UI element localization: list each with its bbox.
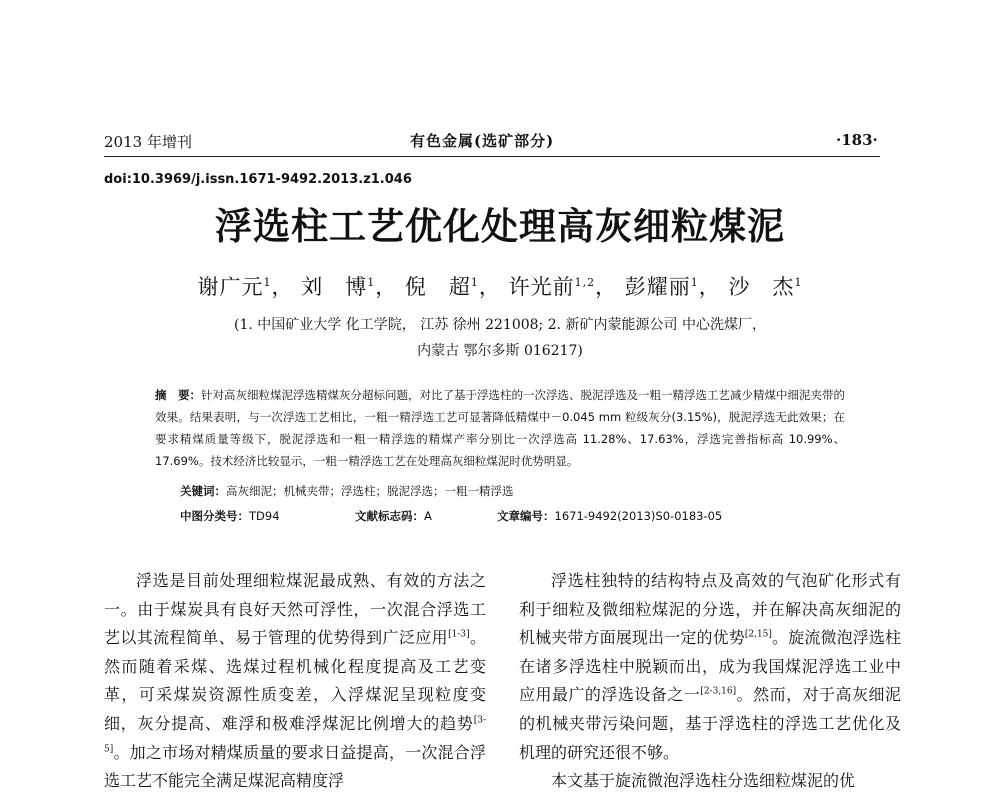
clc-label: 中图分类号： [180, 509, 249, 523]
doi: doi:10.3969/j.issn.1671-9492.2013.z1.046 [104, 172, 412, 187]
article-number-label: 文章编号： [497, 509, 555, 523]
body-column-right [519, 567, 901, 796]
journal-name: 有色金属(选矿部分) [410, 132, 555, 150]
citation: [3-5] [104, 715, 486, 755]
text-segment: 浮选柱独特的结构特点及高效的气泡矿化形式有利于细粒及微细粒煤泥的分选，并在解决高灰细泥的机械夹带方面展现出一定的优势 [519, 571, 901, 648]
paper-title: 浮选柱工艺优化处理高灰细粒煤泥 [215, 204, 785, 248]
keywords-label: 关键词： [180, 484, 226, 498]
affiliation-line-1: (1. 中国矿业大学 化工学院， 江苏 徐州 221008; 2. 新矿内蒙能源公司 中心洗煤厂， [234, 317, 766, 333]
text-segment: 。然而，对于高灰细泥的机械夹带污染问题，基于浮选柱的浮选工艺优化及机理的研究还很不够。 [519, 685, 901, 762]
author-affiliation-mark: 1 [470, 276, 479, 289]
keywords-text: 高灰细泥；机械夹带；浮选柱；脱泥浮选；一粗一精浮选 [226, 484, 514, 498]
author-affiliation-mark: 1 [367, 276, 376, 289]
author: 倪 超 [404, 275, 471, 299]
author: 彭耀丽 [624, 275, 691, 299]
document-code-label: 文献标志码： [355, 509, 424, 523]
paragraph: 本文基于旋流微泡浮选柱分选细粒煤泥的优 [551, 771, 856, 791]
page-number: ·183· [836, 131, 878, 149]
clc-number [180, 508, 280, 524]
article-number-value: 1671-9492(2013)S0-0183-05 [554, 509, 723, 523]
author: 谢广元 [197, 275, 264, 299]
author: 沙 杰 [728, 275, 795, 299]
citation: [1-3] [448, 629, 470, 640]
issue-label: 2013 年增刊 [104, 133, 192, 151]
text-segment: 。然而随着采煤、选煤过程机械化程度提高及工艺变革，可采煤炭资源性质变差，入浮煤泥呈现粒度变细，灰分提高、难浮和极难浮煤泥比例增大的趋势 [104, 628, 486, 733]
citation: [2,15] [744, 629, 772, 640]
citation: [2-3,16] [700, 687, 737, 698]
keywords [180, 483, 514, 499]
author: 许光前 [508, 275, 575, 299]
abstract-label: 摘 要： [155, 388, 201, 402]
paragraph [104, 567, 486, 796]
text-segment: 浮选是目前处理细粒煤泥最成熟、有效的方法之一。由于煤炭具有良好天然可浮性，一次混合浮选工艺以其流程简单、易于管理的优势得到广泛应用 [104, 571, 486, 648]
author: 刘 博 [301, 275, 368, 299]
text-segment: 。旋流微泡浮选柱在诸多浮选柱中脱颖而出，成为我国煤泥浮选工业中应用最广的浮选设备之一 [519, 628, 901, 705]
text-segment: 。加之市场对精煤质量的要求日益提高，一次混合浮选工艺不能完全满足煤泥高精度浮 [104, 742, 486, 791]
article-number [497, 508, 722, 524]
abstract [155, 384, 845, 472]
document-code [355, 508, 432, 524]
header-rule [104, 156, 880, 157]
body-column-left [104, 567, 486, 796]
affiliation-line-2: 内蒙古 鄂尔多斯 016217) [417, 343, 583, 359]
author-affiliation-mark: 1 [794, 276, 803, 289]
paragraph [519, 567, 901, 767]
author-affiliation-mark: 1 [690, 276, 699, 289]
abstract-text: 针对高灰细粒煤泥浮选精煤灰分超标问题，对比了基于浮选柱的一次浮选、脱泥浮选及一粗一精浮选工艺减少精煤中细泥夹带的效果。结果表明，与一次浮选工艺相比，一粗一精浮选工艺可显著降低精煤中－0.045 mm 粒级灰分(3.15%)，脱泥浮选无此效果；在要求精煤质量等级下，脱泥浮选和一粗一精浮选的精煤产率分别比一次浮选高 11.28%、17.63%，浮选完善指标高 10.99%、17.69%。技术经济比较显示，一粗一精浮选工艺在处理高灰细粒煤泥时优势明显。 [155, 388, 845, 468]
author-affiliation-mark: 1,2 [574, 276, 596, 289]
clc-value: TD94 [249, 509, 280, 523]
document-code-value: A [424, 509, 432, 523]
author-list: 谢广元$^1$， 刘 博$^1$， 倪 超$^1$， 许光前$^{1,2}$， 彭耀丽$^1$， 沙 杰$^1$ [197, 275, 803, 299]
author-affiliation-mark: 1 [263, 276, 272, 289]
